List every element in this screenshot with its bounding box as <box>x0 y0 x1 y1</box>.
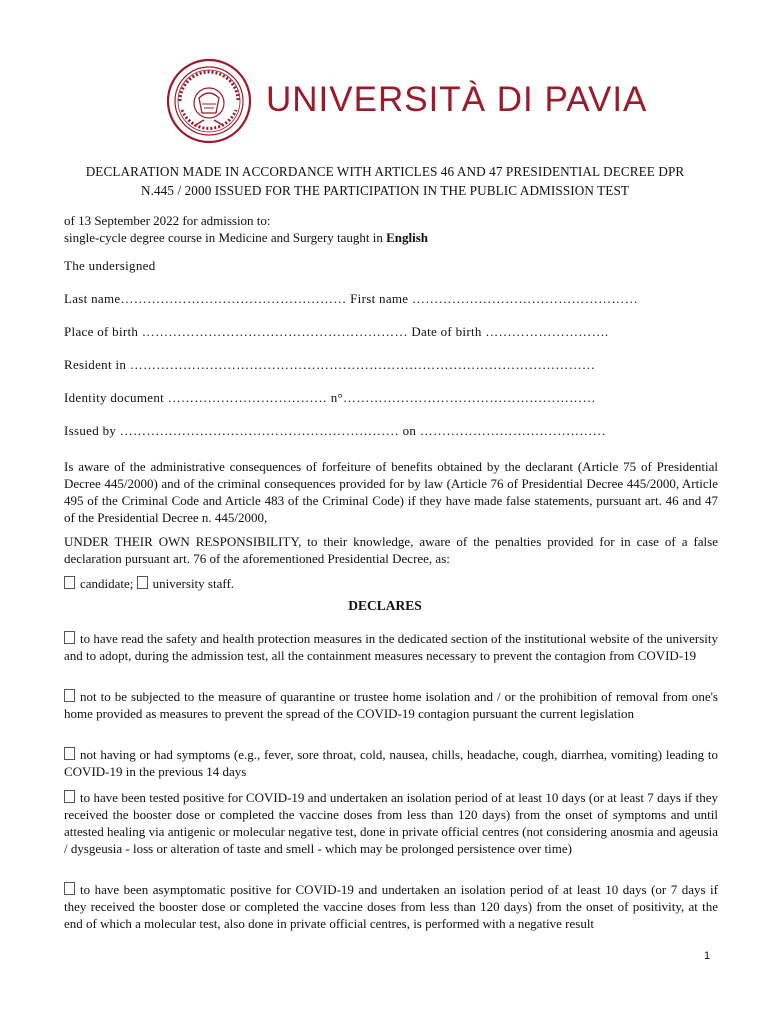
last-name-first-name-field[interactable]: Last name…………………………………………… First name …………………………………………… <box>64 291 639 306</box>
candidate-label: candidate; <box>80 576 134 591</box>
declaration-item <box>64 789 718 857</box>
declaration-checkbox[interactable] <box>64 882 75 895</box>
declaration-checkbox[interactable] <box>64 631 75 644</box>
staff-label: university staff. <box>152 576 235 591</box>
declaration-checkbox[interactable] <box>64 689 75 702</box>
role-options <box>64 575 718 592</box>
title-line-1: DECLARATION MADE IN ACCORDANCE WITH ARTICLES 46 AND 47 PRESIDENTIAL DECREE DPR <box>85 164 685 179</box>
declaration-item-text: to have been tested positive for COVID-19 and undertaken an isolation period of at least 10 days (or at least 7 days if they received the booster dose or completed the vaccine doses from less than 120 days) from the onset of symptoms and until attested healing via antigenic or molecular negative test, done in private official centres (not considering anosmia and ageusia / dysgeusia - loss or alteration of taste and smell - which may be prolonged persistence over time) <box>64 790 718 856</box>
declaration-item <box>64 881 718 932</box>
page-number: 1 <box>704 950 711 962</box>
identity-document-field[interactable]: Identity document ……………………………… n°………………………………………………… <box>64 390 596 405</box>
declaration-item <box>64 688 718 722</box>
title-line-2: N.445 / 2000 ISSUED FOR THE PARTICIPATION IN THE PUBLIC ADMISSION TEST <box>140 183 630 198</box>
university-seal-icon <box>166 58 252 144</box>
place-date-of-birth-field[interactable]: Place of birth …………………………………………………… Date of birth ………………………. <box>64 324 609 339</box>
declares-heading: DECLARES <box>348 598 422 613</box>
staff-checkbox[interactable] <box>137 576 148 589</box>
declaration-title <box>52 162 718 200</box>
undersigned-label: The undersigned <box>64 258 156 273</box>
declaration-item-text: to have read the safety and health protection measures in the dedicated section of the institutional website of the university and to adopt, during the admission test, all the containment measures necessary to prevent the contagion from COVID-19 <box>64 631 718 663</box>
declaration-item-text: not having or had symptoms (e.g., fever, sore throat, cold, nausea, chills, headache, cough, diarrhea, vomiting) leading to COVID-19 in the previous 14 days <box>64 747 718 779</box>
responsibility-paragraph: UNDER THEIR OWN RESPONSIBILITY, to their knowledge, aware of the penalties provided for in case of a false declaration pursuant art. 76 of the aforementioned Presidential Decree, as: <box>64 534 718 566</box>
university-name: UNIVERSITÀ DI PAVIA <box>266 80 648 119</box>
declaration-item <box>64 746 718 780</box>
university-logo <box>166 58 648 148</box>
issued-by-field[interactable]: Issued by ……………………………………………………… on …………………………………… <box>64 423 606 438</box>
candidate-checkbox[interactable] <box>64 576 75 589</box>
declaration-item-text: not to be subjected to the measure of quarantine or trustee home isolation and / or the prohibition of removal from one's home provided as measures to prevent the spread of the COVID-19 contagion pursuant the current legislation <box>64 689 718 721</box>
resident-in-field[interactable]: Resident in …………………………………………………………………………………………… <box>64 357 596 372</box>
awareness-paragraph: Is aware of the administrative consequences of forfeiture of benefits obtained by the declarant (Article 75 of Presidential Decree 445/2000) and of the criminal consequences provided for by law (Article 76 of Presidential Decree 445/2000, Article 495 of the Criminal Code and Article 483 of the Criminal Code) if they have made false statements, pursuant art. 46 and 47 of the Presidential Decree n. 445/2000, <box>64 459 718 525</box>
intro-line-2-text: single-cycle degree course in Medicine and Surgery taught in <box>64 230 387 245</box>
declaration-item-text: to have been asymptomatic positive for COVID-19 and undertaken an isolation period of at least 10 days (or 7 days if they received the booster dose or completed the vaccine doses from less than 120 days) from the onset of positivity, at the end of which a molecular test, also done in private official centres, is performed with a negative result <box>64 882 718 931</box>
intro-text <box>64 212 428 246</box>
declaration-checkbox[interactable] <box>64 747 75 760</box>
intro-language: English <box>386 230 429 245</box>
declaration-item <box>64 630 718 664</box>
intro-line-2 <box>64 229 428 246</box>
declaration-checkbox[interactable] <box>64 790 75 803</box>
intro-line-1: of 13 September 2022 for admission to: <box>64 213 271 228</box>
personal-data-fields <box>64 258 718 456</box>
